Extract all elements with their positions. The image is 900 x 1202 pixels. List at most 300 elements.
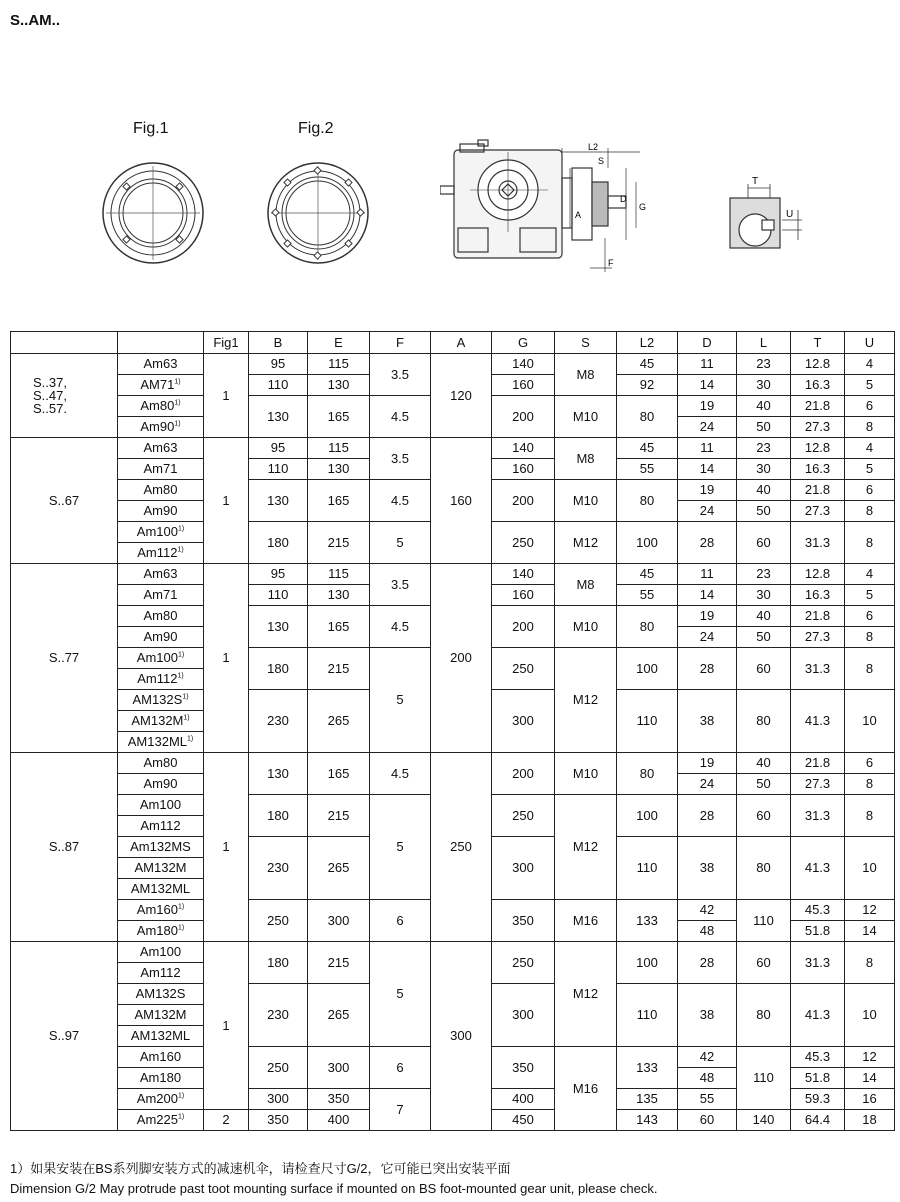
l-cell: 40 [737, 753, 791, 774]
fig2-label: Fig.2 [298, 120, 334, 137]
t-cell: 64.4 [791, 1110, 845, 1131]
motor-cell: Am90 [118, 501, 204, 522]
g-cell: 450 [492, 1110, 555, 1131]
f-cell: 4.5 [370, 480, 431, 522]
u-cell: 8 [845, 795, 895, 837]
u-cell: 12 [845, 1047, 895, 1068]
a-cell: 250 [431, 753, 492, 942]
e-cell: 115 [308, 564, 370, 585]
a-cell: 200 [431, 564, 492, 753]
l-cell: 80 [737, 690, 791, 753]
t-cell: 59.3 [791, 1089, 845, 1110]
l2-cell: 143 [617, 1110, 678, 1131]
l-cell: 50 [737, 501, 791, 522]
u-cell: 4 [845, 564, 895, 585]
motor-cell: Am63 [118, 438, 204, 459]
b-cell: 110 [249, 459, 308, 480]
e-cell: 165 [308, 606, 370, 648]
motor-cell: Am132MS [118, 837, 204, 858]
fig1-label: Fig.1 [133, 120, 169, 137]
d-cell: 28 [678, 522, 737, 564]
b-cell: 130 [249, 480, 308, 522]
g-cell: 250 [492, 648, 555, 690]
e-cell: 215 [308, 648, 370, 690]
t-cell: 27.3 [791, 627, 845, 648]
b-cell: 230 [249, 837, 308, 900]
e-cell: 350 [308, 1089, 370, 1110]
l-cell: 40 [737, 396, 791, 417]
d-cell: 38 [678, 837, 737, 900]
u-cell: 8 [845, 417, 895, 438]
u-cell: 8 [845, 942, 895, 984]
f-cell: 6 [370, 900, 431, 942]
b-cell: 300 [249, 1089, 308, 1110]
u-cell: 16 [845, 1089, 895, 1110]
header-cell: B [249, 332, 308, 354]
g-cell: 200 [492, 606, 555, 648]
header-cell: G [492, 332, 555, 354]
f-cell: 4.5 [370, 753, 431, 795]
d-cell: 38 [678, 690, 737, 753]
b-cell: 130 [249, 606, 308, 648]
f-cell: 4.5 [370, 396, 431, 438]
f-cell: 3.5 [370, 354, 431, 396]
s-cell: M12 [555, 522, 617, 564]
d-cell: 14 [678, 585, 737, 606]
t-cell: 51.8 [791, 1068, 845, 1089]
t-cell: 16.3 [791, 375, 845, 396]
t-cell: 27.3 [791, 774, 845, 795]
u-cell: 4 [845, 354, 895, 375]
l2-cell: 80 [617, 606, 678, 648]
s-cell: M10 [555, 606, 617, 648]
u-cell: 4 [845, 438, 895, 459]
u-cell: 14 [845, 921, 895, 942]
s-cell: M16 [555, 1047, 617, 1131]
l-cell: 110 [737, 1047, 791, 1110]
table-row [11, 564, 895, 585]
motor-cell: AM132S [118, 984, 204, 1005]
u-cell: 6 [845, 606, 895, 627]
motor-cell: Am160 [118, 1047, 204, 1068]
d-cell: 19 [678, 606, 737, 627]
s-cell: M12 [555, 795, 617, 900]
header-cell: F [370, 332, 431, 354]
g-cell: 400 [492, 1089, 555, 1110]
t-cell: 31.3 [791, 522, 845, 564]
motor-cell: Am80 [118, 606, 204, 627]
b-cell: 180 [249, 522, 308, 564]
l2-cell: 80 [617, 753, 678, 795]
motor-cell: Am100 [118, 942, 204, 963]
u-cell: 10 [845, 984, 895, 1047]
f-cell: 7 [370, 1089, 431, 1131]
e-cell: 115 [308, 438, 370, 459]
l2-cell: 100 [617, 648, 678, 690]
d-cell: 60 [678, 1110, 737, 1131]
header-cell: L2 [617, 332, 678, 354]
fig-cell: 2 [204, 1110, 249, 1131]
fig2-flange-drawing [265, 160, 371, 266]
d-cell: 11 [678, 438, 737, 459]
u-cell: 12 [845, 900, 895, 921]
s-dimension-label: S [598, 156, 605, 166]
l2-cell: 133 [617, 900, 678, 942]
e-cell: 215 [308, 942, 370, 984]
s-cell: M16 [555, 900, 617, 942]
t-cell: 21.8 [791, 606, 845, 627]
b-cell: 250 [249, 1047, 308, 1089]
l2-cell: 135 [617, 1089, 678, 1110]
s-cell: M12 [555, 942, 617, 1047]
a-cell: 300 [431, 942, 492, 1131]
table-row [11, 354, 895, 375]
t-cell: 31.3 [791, 795, 845, 837]
e-cell: 265 [308, 984, 370, 1047]
b-cell: 130 [249, 753, 308, 795]
f-cell: 5 [370, 942, 431, 1047]
d-cell: 24 [678, 774, 737, 795]
s-cell: M12 [555, 648, 617, 753]
b-cell: 110 [249, 585, 308, 606]
l-cell: 80 [737, 837, 791, 900]
footnote-english: Dimension G/2 May protrude past toot mounting surface if mounted on BS foot-mounted gear unit, please check. [10, 1181, 658, 1196]
e-cell: 165 [308, 753, 370, 795]
e-cell: 130 [308, 459, 370, 480]
d-cell: 11 [678, 564, 737, 585]
g-cell: 140 [492, 564, 555, 585]
table-row [11, 753, 895, 774]
d-cell: 24 [678, 501, 737, 522]
t-cell: 45.3 [791, 900, 845, 921]
motor-cell: Am90 [118, 774, 204, 795]
b-cell: 95 [249, 354, 308, 375]
l2-cell: 80 [617, 396, 678, 438]
l-cell: 50 [737, 627, 791, 648]
d-cell: 11 [678, 354, 737, 375]
motor-cell: AM132M [118, 858, 204, 879]
u-cell: 6 [845, 396, 895, 417]
l2-cell: 55 [617, 459, 678, 480]
b-cell: 110 [249, 375, 308, 396]
l-cell: 30 [737, 459, 791, 480]
page-title: S..AM.. [10, 12, 61, 29]
g-cell: 200 [492, 480, 555, 522]
l-cell: 50 [737, 417, 791, 438]
d-cell: 48 [678, 921, 737, 942]
u-cell: 18 [845, 1110, 895, 1131]
header-cell: D [678, 332, 737, 354]
motor-cell: Am160$^{1)}$ [118, 900, 204, 921]
d-cell: 38 [678, 984, 737, 1047]
l-cell: 23 [737, 438, 791, 459]
g-dimension-label: G [639, 202, 647, 212]
e-cell: 165 [308, 396, 370, 438]
e-cell: 165 [308, 480, 370, 522]
l-cell: 23 [737, 564, 791, 585]
u-dimension-label: U [786, 209, 794, 220]
u-cell: 8 [845, 522, 895, 564]
l2-cell: 110 [617, 984, 678, 1047]
u-cell: 10 [845, 837, 895, 900]
header-row [11, 332, 895, 354]
e-cell: 300 [308, 900, 370, 942]
g-cell: 300 [492, 690, 555, 753]
e-cell: 130 [308, 375, 370, 396]
b-cell: 95 [249, 438, 308, 459]
l-cell: 60 [737, 942, 791, 984]
d-cell: 19 [678, 753, 737, 774]
fig1-flange-drawing [100, 160, 206, 266]
l2-cell: 110 [617, 837, 678, 900]
f-cell: 6 [370, 1047, 431, 1089]
l2-cell: 100 [617, 942, 678, 984]
d-cell: 42 [678, 900, 737, 921]
l2-cell: 45 [617, 354, 678, 375]
series-cell: S..77 [11, 564, 118, 753]
motor-cell: Am90$^{1)}$ [118, 417, 204, 438]
b-cell: 180 [249, 648, 308, 690]
l-cell: 110 [737, 900, 791, 942]
motor-cell: Am100$^{1)}$ [118, 648, 204, 669]
l2-cell: 110 [617, 690, 678, 753]
e-cell: 265 [308, 690, 370, 753]
t-cell: 21.8 [791, 753, 845, 774]
d-cell: 28 [678, 942, 737, 984]
e-cell: 300 [308, 1047, 370, 1089]
u-cell: 5 [845, 459, 895, 480]
g-cell: 250 [492, 942, 555, 984]
a-dimension-label: A [575, 210, 582, 220]
d-cell: 28 [678, 648, 737, 690]
t-cell: 51.8 [791, 921, 845, 942]
fig-cell: 1 [204, 438, 249, 564]
g-cell: 350 [492, 1047, 555, 1089]
u-cell: 8 [845, 648, 895, 690]
s-cell: M10 [555, 480, 617, 522]
l-cell: 60 [737, 648, 791, 690]
g-cell: 160 [492, 459, 555, 480]
d-cell: 28 [678, 795, 737, 837]
l2-cell: 45 [617, 564, 678, 585]
motor-cell: Am80$^{1)}$ [118, 396, 204, 417]
d-cell: 24 [678, 417, 737, 438]
s-cell: M10 [555, 753, 617, 795]
e-cell: 215 [308, 795, 370, 837]
motor-cell: Am71 [118, 459, 204, 480]
d-cell: 19 [678, 396, 737, 417]
header-cell [118, 332, 204, 354]
motor-cell: AM132ML [118, 1026, 204, 1047]
keyway-detail-drawing [722, 170, 812, 260]
u-cell: 6 [845, 753, 895, 774]
l-cell: 30 [737, 585, 791, 606]
fig-cell: 1 [204, 354, 249, 438]
g-cell: 200 [492, 753, 555, 795]
u-cell: 6 [845, 480, 895, 501]
f-cell: 5 [370, 795, 431, 900]
t-cell: 41.3 [791, 690, 845, 753]
t-cell: 31.3 [791, 648, 845, 690]
g-cell: 300 [492, 984, 555, 1047]
f-dimension-label: F [608, 258, 614, 268]
t-cell: 21.8 [791, 480, 845, 501]
motor-cell: Am63 [118, 354, 204, 375]
l2-cell: 100 [617, 795, 678, 837]
d-cell: 24 [678, 627, 737, 648]
d-cell: 48 [678, 1068, 737, 1089]
header-cell: T [791, 332, 845, 354]
b-cell: 350 [249, 1110, 308, 1131]
f-cell: 3.5 [370, 438, 431, 480]
motor-cell: Am180 [118, 1068, 204, 1089]
header-cell: E [308, 332, 370, 354]
l-cell: 40 [737, 480, 791, 501]
b-cell: 180 [249, 795, 308, 837]
l2-cell: 45 [617, 438, 678, 459]
g-cell: 140 [492, 438, 555, 459]
f-cell: 5 [370, 522, 431, 564]
f-cell: 5 [370, 648, 431, 753]
g-cell: 250 [492, 795, 555, 837]
motor-cell: Am200$^{1)}$ [118, 1089, 204, 1110]
header-cell: S [555, 332, 617, 354]
t-cell: 27.3 [791, 501, 845, 522]
t-cell: 12.8 [791, 438, 845, 459]
u-cell: 14 [845, 1068, 895, 1089]
series-cell: S..37, S..47, S..57. [11, 354, 118, 438]
series-cell: S..87 [11, 753, 118, 942]
t-cell: 16.3 [791, 459, 845, 480]
header-cell: A [431, 332, 492, 354]
d-cell: 14 [678, 375, 737, 396]
b-cell: 230 [249, 984, 308, 1047]
l-cell: 60 [737, 522, 791, 564]
s-cell: M8 [555, 564, 617, 606]
fig-cell: 1 [204, 753, 249, 942]
fig-cell: 1 [204, 564, 249, 753]
d-cell: 42 [678, 1047, 737, 1068]
motor-cell: Am80 [118, 480, 204, 501]
b-cell: 250 [249, 900, 308, 942]
table-row [11, 438, 895, 459]
t-cell: 12.8 [791, 564, 845, 585]
motor-cell: AM132ML [118, 879, 204, 900]
d-cell: 19 [678, 480, 737, 501]
motor-cell: $AM132S^{1)}$ [118, 690, 204, 711]
l-cell: 30 [737, 375, 791, 396]
g-cell: 300 [492, 837, 555, 900]
t-cell: 31.3 [791, 942, 845, 984]
g-cell: 350 [492, 900, 555, 942]
s-cell: M10 [555, 396, 617, 438]
u-cell: 10 [845, 690, 895, 753]
header-cell [11, 332, 118, 354]
e-cell: 400 [308, 1110, 370, 1131]
motor-cell: Am112$^{1)}$ [118, 669, 204, 690]
fig-cell: 1 [204, 942, 249, 1110]
u-cell: 8 [845, 774, 895, 795]
motor-cell: Am112 [118, 816, 204, 837]
l-cell: 80 [737, 984, 791, 1047]
t-cell: 41.3 [791, 984, 845, 1047]
g-cell: 160 [492, 585, 555, 606]
gear-unit-drawing [440, 138, 655, 278]
e-cell: 130 [308, 585, 370, 606]
header-cell: U [845, 332, 895, 354]
t-cell: 41.3 [791, 837, 845, 900]
header-cell: L [737, 332, 791, 354]
t-cell: 27.3 [791, 417, 845, 438]
series-cell: S..97 [11, 942, 118, 1131]
d-dimension-label: D [620, 194, 627, 204]
u-cell: 8 [845, 627, 895, 648]
a-cell: 120 [431, 354, 492, 438]
motor-cell: AM132ML$^{1)}$ [118, 732, 204, 753]
t-cell: 21.8 [791, 396, 845, 417]
d-cell: 14 [678, 459, 737, 480]
motor-cell: Am100$^{1)}$ [118, 522, 204, 543]
t-cell: 45.3 [791, 1047, 845, 1068]
motor-cell: $AM132M^{1)}$ [118, 711, 204, 732]
t-cell: 12.8 [791, 354, 845, 375]
l-cell: 23 [737, 354, 791, 375]
u-cell: 5 [845, 375, 895, 396]
l-cell: 50 [737, 774, 791, 795]
g-cell: 250 [492, 522, 555, 564]
l-cell: 60 [737, 795, 791, 837]
d-cell: 55 [678, 1089, 737, 1110]
g-cell: 140 [492, 354, 555, 375]
footnote-chinese: 1）如果安装在BS系列脚安装方式的减速机伞，请检查尺寸G/2，它可能已突出安装平面 [10, 1161, 511, 1176]
motor-cell: Am90 [118, 627, 204, 648]
s-cell: M8 [555, 438, 617, 480]
motor-cell: Am63 [118, 564, 204, 585]
motor-cell: Am71 [118, 585, 204, 606]
motor-cell: Am80 [118, 753, 204, 774]
b-cell: 130 [249, 396, 308, 438]
u-cell: 5 [845, 585, 895, 606]
g-cell: 160 [492, 375, 555, 396]
motor-cell: AM132M [118, 1005, 204, 1026]
e-cell: 215 [308, 522, 370, 564]
motor-cell: Am180$^{1)}$ [118, 921, 204, 942]
l-cell: 40 [737, 606, 791, 627]
b-cell: 230 [249, 690, 308, 753]
e-cell: 115 [308, 354, 370, 375]
u-cell: 8 [845, 501, 895, 522]
b-cell: 95 [249, 564, 308, 585]
header-cell: Fig1 [204, 332, 249, 354]
motor-cell: Am225$^{1)}$ [118, 1110, 204, 1131]
t-dimension-label: T [752, 176, 759, 187]
a-cell: 160 [431, 438, 492, 564]
l2-cell: 133 [617, 1047, 678, 1089]
g-cell: 200 [492, 396, 555, 438]
motor-cell: Am112 [118, 963, 204, 984]
motor-cell: Am112$^{1)}$ [118, 543, 204, 564]
motor-cell: AM71$^{1)}$ [118, 375, 204, 396]
l-cell: 140 [737, 1110, 791, 1131]
s-cell: M8 [555, 354, 617, 396]
l2-cell: 80 [617, 480, 678, 522]
l2-cell: 92 [617, 375, 678, 396]
series-cell: S..67 [11, 438, 118, 564]
b-cell: 180 [249, 942, 308, 984]
f-cell: 4.5 [370, 606, 431, 648]
motor-cell: Am100 [118, 795, 204, 816]
e-cell: 265 [308, 837, 370, 900]
